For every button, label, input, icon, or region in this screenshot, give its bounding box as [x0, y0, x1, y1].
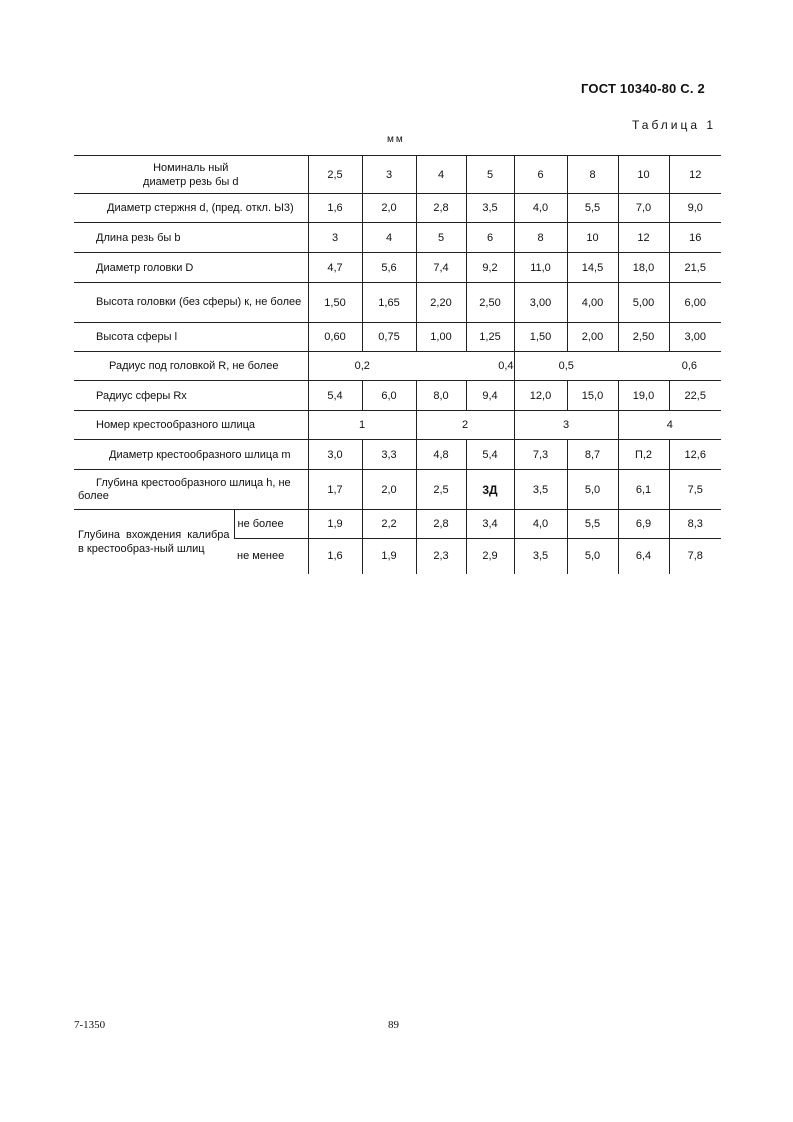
cell: 5,6: [362, 253, 416, 283]
cell: 7,4: [416, 253, 466, 283]
cell: 9,2: [466, 253, 514, 283]
cell: 5,5: [567, 510, 618, 539]
table-number: Таблица 1: [632, 118, 717, 132]
cell: 22,5: [669, 381, 721, 411]
standard-header: ГОСТ 10340-80 С. 2: [581, 81, 705, 96]
cell: 0,75: [362, 323, 416, 352]
cell: 2,2: [362, 510, 416, 539]
cell: 12: [618, 223, 669, 253]
cell: 1,50: [308, 283, 362, 323]
cell: 18,0: [618, 253, 669, 283]
cell: 7,5: [669, 470, 721, 510]
cell: 3,3: [362, 440, 416, 470]
table-row-head-height: [74, 283, 721, 323]
cell: 4: [618, 411, 721, 440]
cell: 5,00: [618, 283, 669, 323]
cell: 1,9: [308, 510, 362, 539]
cell: 8,7: [567, 440, 618, 470]
units-label: мм: [387, 134, 405, 145]
cell: 15,0: [567, 381, 618, 411]
cell: 8,0: [416, 381, 466, 411]
table-row-radius-under-head: [74, 352, 721, 381]
cell: 21,5: [669, 253, 721, 283]
cell: 4,0: [514, 510, 567, 539]
cell: 8: [567, 156, 618, 194]
cell: 5,5: [567, 194, 618, 223]
cell: 12,6: [669, 440, 721, 470]
cell: 5: [416, 223, 466, 253]
cell: 1,25: [466, 323, 514, 352]
cell: 2,20: [416, 283, 466, 323]
cell: 3: [514, 411, 618, 440]
cell: 3,0: [308, 440, 362, 470]
cell: 3,5: [514, 470, 567, 510]
row-label: Высота сферы l: [96, 331, 178, 343]
row-label: Глубина вхождения калибра в крестообраз-ный шлиц: [78, 528, 230, 555]
table-row-thread-diameter: [74, 156, 721, 194]
cell: 0,6: [681, 360, 697, 372]
row-label: Длина резь бы b: [96, 231, 181, 244]
cell: 0,2: [308, 352, 416, 381]
cell: 5,4: [466, 440, 514, 470]
cell: 4,0: [514, 194, 567, 223]
table-row-slot-diameter: [74, 440, 721, 470]
cell: 11,0: [514, 253, 567, 283]
cell: 1,00: [416, 323, 466, 352]
cell: 5: [466, 156, 514, 194]
cell: 4,8: [416, 440, 466, 470]
row-label: Радиус под головкой R, не более: [109, 360, 279, 372]
row-label: Номер крестообразного шлица: [96, 419, 256, 431]
cell: 6,1: [618, 470, 669, 510]
table-row-gauge-max: [74, 510, 721, 539]
cell: 3: [362, 156, 416, 194]
table-row-sphere-height: [74, 323, 721, 352]
cell: 3,00: [514, 283, 567, 323]
cell: 2,0: [362, 194, 416, 223]
cell: 4,00: [567, 283, 618, 323]
cell: 7,3: [514, 440, 567, 470]
row-label: Номиналь ный диаметр резь бы d: [143, 161, 239, 188]
cell: 6,00: [669, 283, 721, 323]
cell: 16: [669, 223, 721, 253]
cell: 19,0: [618, 381, 669, 411]
cell: 2: [416, 411, 514, 440]
cell: 6: [514, 156, 567, 194]
cell: 10: [567, 223, 618, 253]
cell: 3,00: [669, 323, 721, 352]
table-row-slot-number: [74, 411, 721, 440]
cell: 6: [466, 223, 514, 253]
table-row-head-diameter: [74, 253, 721, 283]
cell: 2,0: [362, 470, 416, 510]
cell: 2,9: [466, 539, 514, 574]
cell: 1,6: [308, 194, 362, 223]
cell: 1: [308, 411, 416, 440]
row-label: Высота головки (без сферы) к, не более: [96, 296, 302, 308]
cell: 3,4: [466, 510, 514, 539]
cell: П,2: [618, 440, 669, 470]
cell: 5,4: [308, 381, 362, 411]
cell: 8,3: [669, 510, 721, 539]
cell: 2,8: [416, 194, 466, 223]
cell: 5,0: [567, 539, 618, 574]
page-number: 89: [388, 1019, 399, 1031]
table-row-shank-diameter: [74, 194, 721, 223]
cell: 2,00: [567, 323, 618, 352]
cell: 12,0: [514, 381, 567, 411]
cell: 6,0: [362, 381, 416, 411]
cell: 1,7: [308, 470, 362, 510]
cell: 3: [308, 223, 362, 253]
cell: 1,9: [362, 539, 416, 574]
print-code: 7-1350: [74, 1019, 106, 1031]
cell: 5,0: [567, 470, 618, 510]
cell: 1,65: [362, 283, 416, 323]
cell: 4: [362, 223, 416, 253]
table-row-sphere-radius: [74, 381, 721, 411]
cell: 6,9: [618, 510, 669, 539]
cell: 1,6: [308, 539, 362, 574]
cell: 6,4: [618, 539, 669, 574]
cell: 2,50: [466, 283, 514, 323]
cell: 9,0: [669, 194, 721, 223]
cell: 1,50: [514, 323, 567, 352]
cell: 0,5: [514, 352, 618, 381]
row-label: Диаметр головки D: [96, 261, 194, 274]
cell: 2,3: [416, 539, 466, 574]
cell: 12: [669, 156, 721, 194]
row-label: Глубина крестообразного шлица h, не более: [78, 476, 291, 502]
cell: 10: [618, 156, 669, 194]
cell: 9,4: [466, 381, 514, 411]
cell: 8: [514, 223, 567, 253]
cell: 7,0: [618, 194, 669, 223]
cell: 0,4: [498, 360, 514, 372]
cell: 2,5: [308, 156, 362, 194]
cell: 2,8: [416, 510, 466, 539]
sub-label-max: не более: [234, 510, 308, 539]
cell: 4: [416, 156, 466, 194]
cell: 0,60: [308, 323, 362, 352]
cell: 3Д: [466, 470, 514, 510]
row-label: Радиус сферы Rx: [96, 389, 187, 402]
cell: 14,5: [567, 253, 618, 283]
row-label: Диаметр стержня d, (пред. откл. Ы3): [107, 202, 294, 214]
dimensions-table: [74, 155, 721, 574]
cell: 3,5: [466, 194, 514, 223]
table-row-slot-depth: [74, 470, 721, 510]
cell: 2,5: [416, 470, 466, 510]
cell: 4,7: [308, 253, 362, 283]
cell: 2,50: [618, 323, 669, 352]
table-row-thread-length: [74, 223, 721, 253]
cell: 3,5: [514, 539, 567, 574]
sub-label-min: не менее: [237, 550, 285, 563]
cell: 7,8: [669, 539, 721, 574]
row-label: Диаметр крестообразного шлица m: [109, 448, 291, 461]
